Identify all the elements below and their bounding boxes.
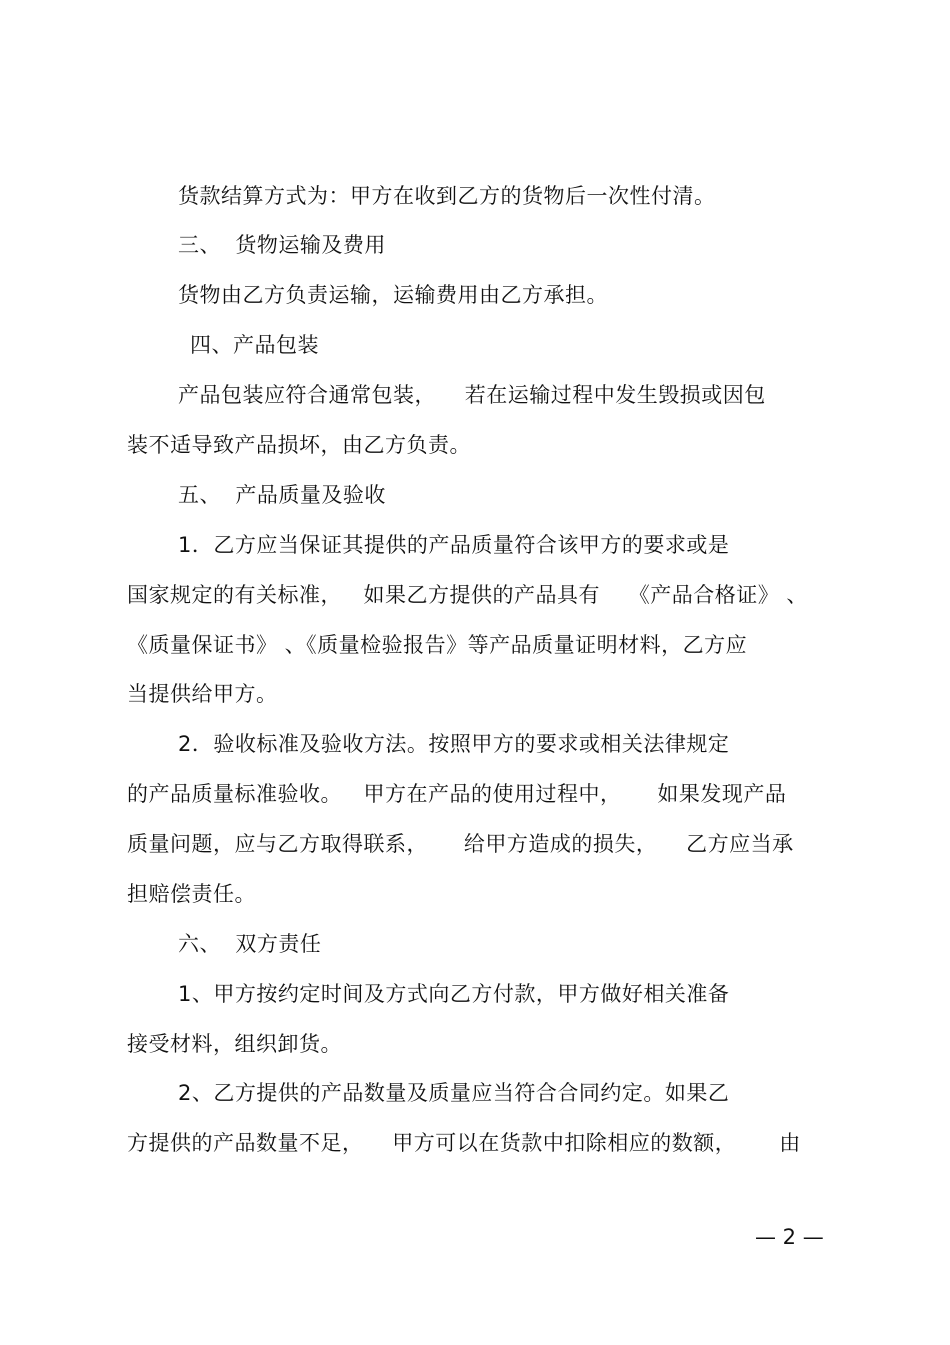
paragraph-line: 《质量保证书》 、《质量检验报告》等产品质量证明材料，乙方应 [127,633,748,657]
paragraph-line: 方提供的产品数量不足， 甲方可以在货款中扣除相应的数额， 由 [127,1131,801,1155]
paragraph-line: 2．验收标准及验收方法。按照甲方的要求或相关法律规定 [178,732,730,756]
paragraph-line: 1、甲方按约定时间及方式向乙方付款，甲方做好相关准备 [178,982,730,1006]
section-heading: 四、产品包装 [190,333,319,357]
section-heading: 五、 产品质量及验收 [178,483,386,507]
paragraph-line: 产品包装应符合通常包装， 若在运输过程中发生毁损或因包 [178,383,766,407]
paragraph-line: 国家规定的有关标准， 如果乙方提供的产品具有 《产品合格证》 、 [127,583,808,607]
section-heading: 六、 双方责任 [178,932,322,956]
paragraph-line: 的产品质量标准验收。 甲方在产品的使用过程中， 如果发现产品 [127,782,787,806]
paragraph-line: 2、乙方提供的产品数量及质量应当符合合同约定。如果乙 [178,1081,730,1105]
page-number: — 2 — [755,1225,824,1249]
paragraph-line: 质量问题，应与乙方取得联系， 给甲方造成的损失， 乙方应当承 [127,832,794,856]
paragraph-line: 当提供给甲方。 [127,682,278,706]
paragraph-line: 装不适导致产品损坏，由乙方负责。 [127,433,471,457]
section-heading: 三、 货物运输及费用 [178,233,386,257]
paragraph-line: 担赔偿责任。 [127,882,256,906]
paragraph-line: 货款结算方式为：甲方在收到乙方的货物后一次性付清。 [178,184,716,208]
paragraph-line: 1．乙方应当保证其提供的产品质量符合该甲方的要求或是 [178,533,730,557]
paragraph-line: 接受材料，组织卸货。 [127,1032,342,1056]
paragraph-line: 货物由乙方负责运输，运输费用由乙方承担。 [178,283,608,307]
